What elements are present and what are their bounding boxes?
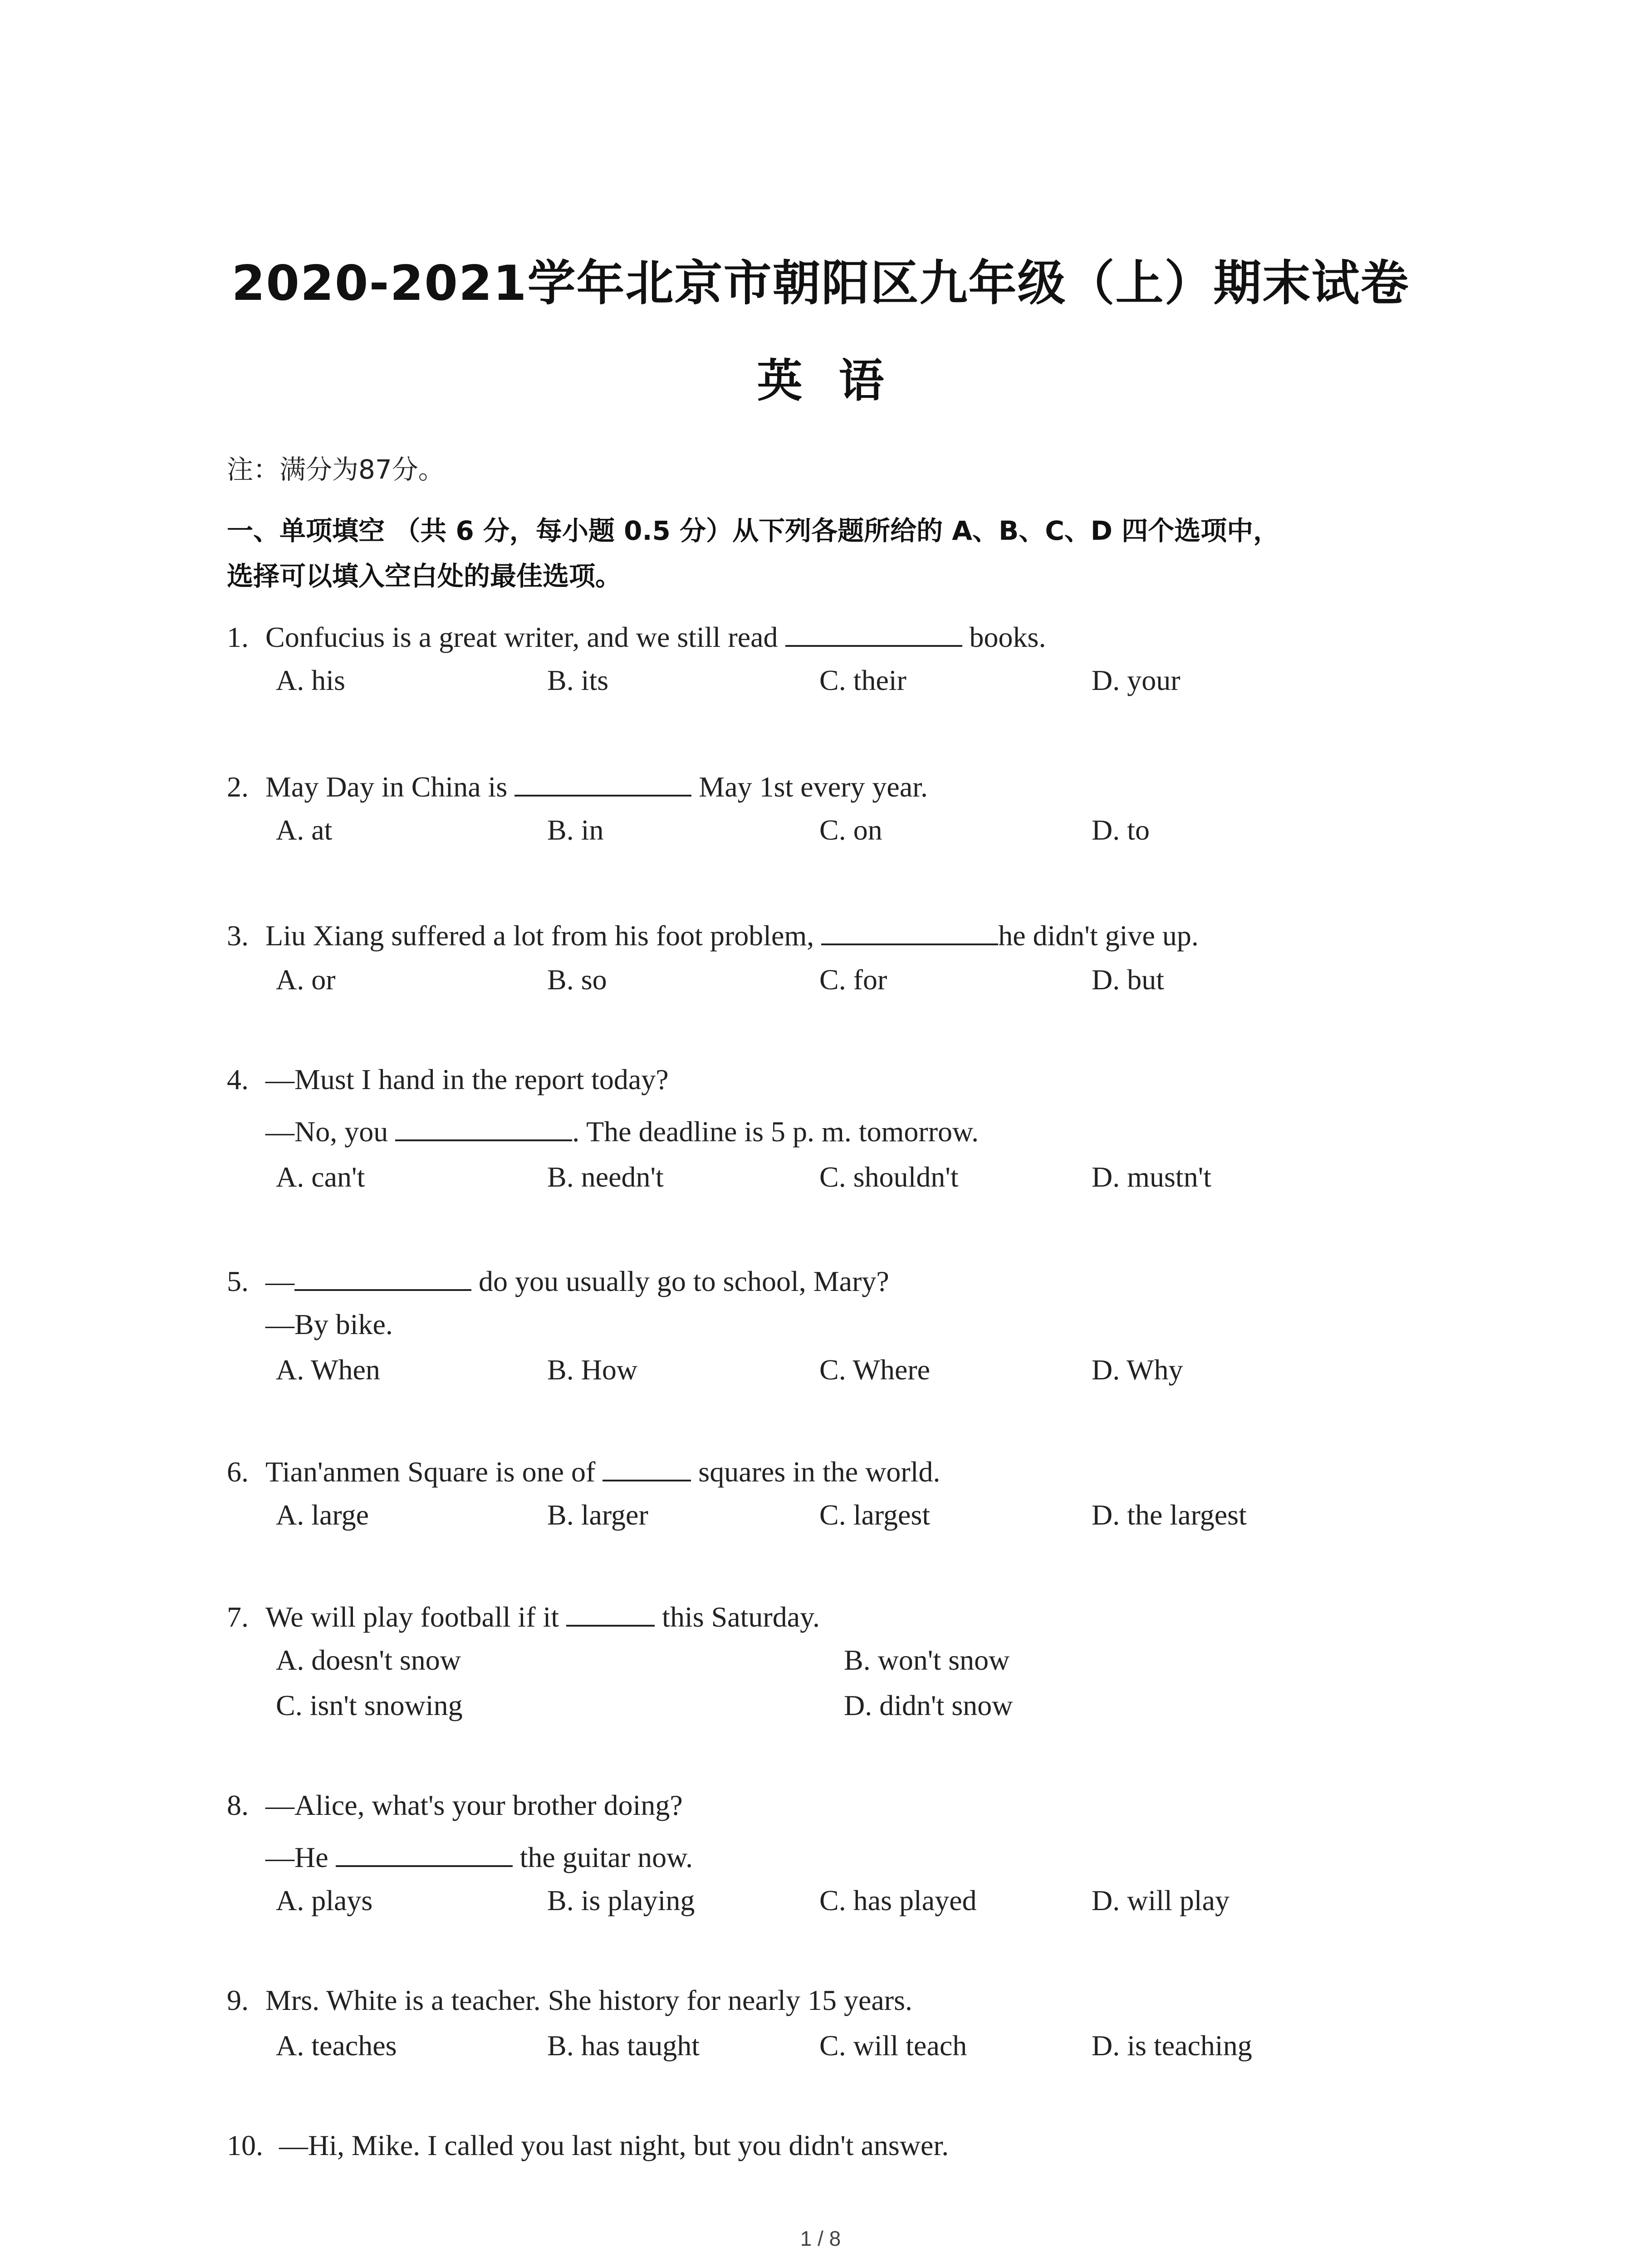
answer-blank <box>514 767 691 797</box>
question-9 <box>227 1982 912 2019</box>
question-text: the guitar now. <box>512 1841 693 1873</box>
option-c: C. Where <box>819 1354 931 1386</box>
answer-blank <box>785 617 962 647</box>
option-a: A. or <box>276 963 336 996</box>
option-c: C. their <box>819 664 906 696</box>
question-number: 10. <box>227 2129 263 2161</box>
question-text: books. <box>962 621 1046 653</box>
question-text: May 1st every year. <box>691 771 928 803</box>
subtitle-char: 英 <box>757 354 803 407</box>
option-c: C. has played <box>819 1884 977 1916</box>
question-6 <box>227 1452 941 1490</box>
option-a: A. can't <box>276 1161 365 1193</box>
option-c: C. will teach <box>819 2029 967 2062</box>
question-text: —No, you <box>265 1115 396 1148</box>
section-heading-line: 一、单项填空 （共 6 分，每小题 0.5 分）从下列各题所给的 A、B、C、D 四个选项中， <box>227 515 1280 546</box>
question-number: 9. <box>227 1984 249 2016</box>
option-d: D. but <box>1092 963 1164 996</box>
answer-blank <box>294 1261 471 1291</box>
question-number: 3. <box>227 919 249 952</box>
option-d: D. the largest <box>1092 1499 1247 1531</box>
question-2 <box>227 767 928 805</box>
question-number: 4. <box>227 1063 249 1095</box>
option-d: D. will play <box>1092 1884 1230 1916</box>
question-7 <box>227 1597 820 1635</box>
option-b: B. is playing <box>547 1884 695 1916</box>
option-d: D. to <box>1092 814 1150 846</box>
option-c: C. largest <box>819 1499 931 1531</box>
question-number: 6. <box>227 1456 249 1488</box>
answer-blank <box>395 1111 572 1141</box>
question-number: 2. <box>227 771 249 803</box>
option-b: B. its <box>547 664 609 696</box>
option-c: C. on <box>819 814 882 846</box>
question-3 <box>227 915 1199 954</box>
question-text: squares in the world. <box>691 1456 941 1488</box>
question-text: Liu Xiang suffered a lot from his foot problem, <box>265 919 822 952</box>
question-text: Confucius is a great writer, and we still read <box>265 621 785 653</box>
question-4-reply <box>265 1111 979 1150</box>
option-b: B. won't snow <box>844 1644 1010 1676</box>
question-8 <box>227 1787 683 1823</box>
question-text: —Hi, Mike. I called you last night, but you didn't answer. <box>279 2129 949 2161</box>
question-text: May Day in China is <box>265 771 515 803</box>
answer-blank <box>821 915 998 945</box>
score-note: 注：满分为87分。 <box>227 454 445 485</box>
question-4 <box>227 1061 669 1098</box>
option-c: C. shouldn't <box>819 1161 959 1193</box>
option-d: D. your <box>1092 664 1181 696</box>
option-a: A. large <box>276 1499 369 1531</box>
option-b: B. How <box>547 1354 638 1386</box>
option-a: A. When <box>276 1354 380 1386</box>
option-c: C. isn't snowing <box>276 1689 463 1721</box>
question-text: —Must I hand in the report today? <box>265 1063 669 1095</box>
question-number: 5. <box>227 1265 249 1297</box>
option-d: D. Why <box>1092 1354 1183 1386</box>
page-subtitle <box>0 354 1641 408</box>
question-5-reply: —By bike. <box>265 1308 393 1340</box>
question-8-reply <box>265 1837 693 1876</box>
page-number: 1 / 8 <box>800 2227 841 2250</box>
question-text: —Alice, what's your brother doing? <box>265 1789 683 1821</box>
answer-blank <box>566 1597 655 1627</box>
answer-blank <box>603 1452 691 1481</box>
question-text: . The deadline is 5 p. m. tomorrow. <box>572 1115 979 1148</box>
question-text: Tian'anmen Square is one of <box>265 1456 603 1488</box>
question-number: 8. <box>227 1789 249 1821</box>
option-b: B. so <box>547 963 607 996</box>
question-number: 1. <box>227 621 249 653</box>
option-a: A. at <box>276 814 333 846</box>
option-d: D. didn't snow <box>844 1689 1013 1721</box>
option-b: B. has taught <box>547 2029 700 2062</box>
section-heading-line: 选择可以填入空白处的最佳选项。 <box>227 561 622 591</box>
option-b: B. needn't <box>547 1161 664 1193</box>
question-number: 7. <box>227 1601 249 1633</box>
option-a: A. doesn't snow <box>276 1644 461 1676</box>
question-text: We will play football if it <box>265 1601 567 1633</box>
option-d: D. mustn't <box>1092 1161 1211 1193</box>
page-title: 2020-2021学年北京市朝阳区九年级（上）期末试卷 <box>231 255 1410 311</box>
option-b: B. larger <box>547 1499 648 1531</box>
answer-blank <box>336 1837 513 1867</box>
option-a: A. his <box>276 664 345 696</box>
option-a: A. teaches <box>276 2029 397 2062</box>
question-text: this Saturday. <box>655 1601 820 1633</box>
question-text: he didn't give up. <box>998 919 1199 952</box>
option-c: C. for <box>819 963 887 996</box>
option-d: D. is teaching <box>1092 2029 1252 2062</box>
question-1 <box>227 617 1046 655</box>
question-text: —He <box>265 1841 336 1873</box>
option-a: A. plays <box>276 1884 373 1916</box>
question-text: — <box>265 1265 294 1297</box>
question-10 <box>227 2127 949 2164</box>
section-heading <box>227 508 1443 599</box>
option-b: B. in <box>547 814 604 846</box>
question-5 <box>227 1261 889 1300</box>
question-text: Mrs. White is a teacher. She history for nearly 15 years. <box>265 1984 912 2016</box>
subtitle-char: 语 <box>838 354 884 407</box>
question-text: do you usually go to school, Mary? <box>471 1265 889 1297</box>
